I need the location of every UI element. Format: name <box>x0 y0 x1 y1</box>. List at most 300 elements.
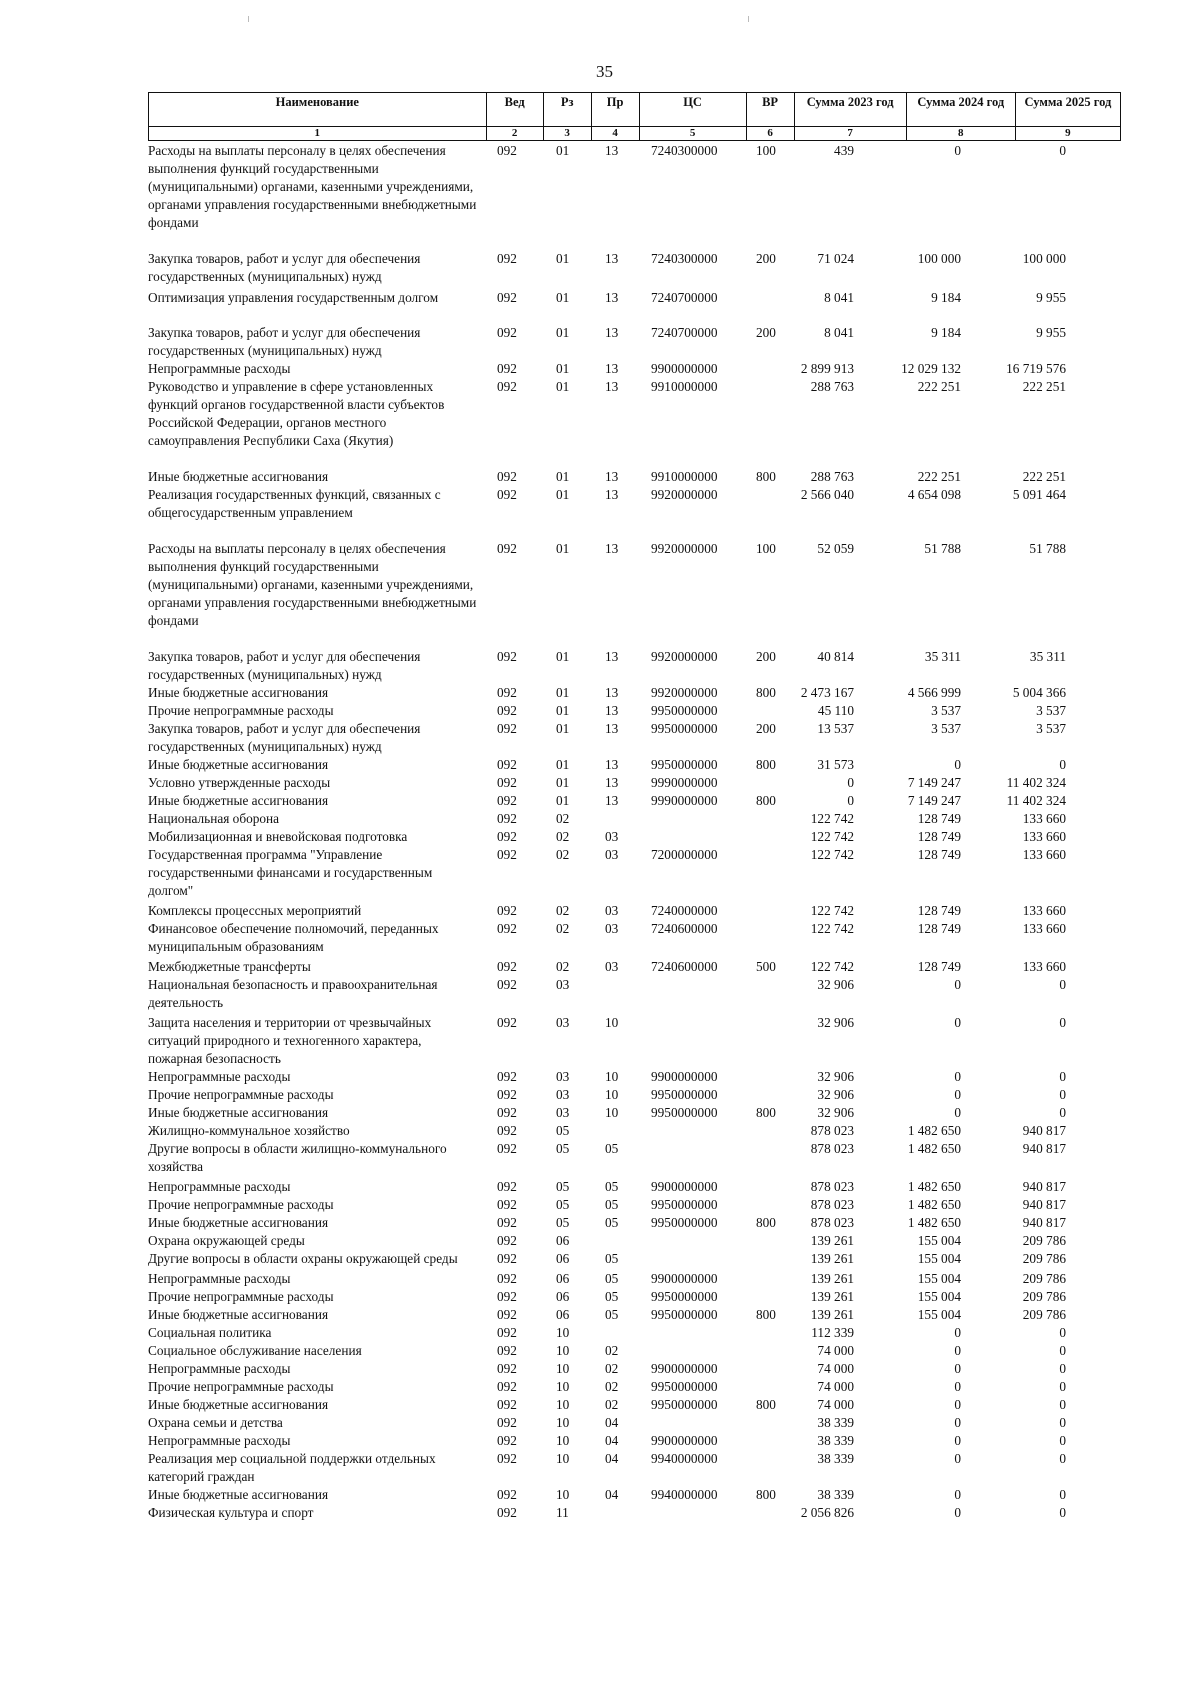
row-sum-2023: 878 023 <box>810 1197 854 1212</box>
row-sum-2025: 940 817 <box>1022 1179 1066 1194</box>
row-sum-2025: 0 <box>1059 1505 1066 1520</box>
row-cs: 7240700000 <box>651 290 718 305</box>
row-sum-2023: 32 906 <box>817 1087 854 1102</box>
row-sum-2023: 112 339 <box>811 1325 854 1340</box>
header-pr: Пр <box>591 93 639 127</box>
row-ved: 092 <box>497 811 517 826</box>
row-sum-2023: 139 261 <box>810 1289 854 1304</box>
table-row <box>148 1104 1121 1122</box>
row-sum-2024: 3 537 <box>931 703 961 718</box>
table-row <box>148 1140 1121 1176</box>
header-cs: ЦС <box>639 93 746 127</box>
row-name: Охрана семьи и детства <box>148 1415 283 1430</box>
row-rz: 03 <box>556 1069 570 1084</box>
row-sum-2024: 155 004 <box>917 1233 961 1248</box>
row-name: Другие вопросы в области жилищно-коммунального хозяйства <box>148 1141 447 1174</box>
table-row <box>148 1014 1121 1068</box>
row-sum-2023: 32 906 <box>817 1069 854 1084</box>
row-ved: 092 <box>497 903 517 918</box>
row-name: Иные бюджетные ассигнования <box>148 469 329 484</box>
row-ved: 092 <box>497 1233 517 1248</box>
row-sum-2023: 32 906 <box>817 1105 854 1120</box>
row-rz: 05 <box>556 1215 570 1230</box>
row-sum-2023: 139 261 <box>810 1233 854 1248</box>
row-ved: 092 <box>497 541 517 556</box>
row-name: Непрограммные расходы <box>148 1069 291 1084</box>
row-cs: 7240600000 <box>651 921 718 936</box>
row-sum-2025: 0 <box>1059 1379 1066 1394</box>
row-sum-2024: 7 149 247 <box>907 775 961 790</box>
row-rz: 01 <box>556 703 570 718</box>
row-sum-2025: 0 <box>1059 1343 1066 1358</box>
row-name: Непрограммные расходы <box>148 361 291 376</box>
row-cs: 9940000000 <box>651 1451 718 1466</box>
row-rz: 01 <box>556 251 570 266</box>
row-ved: 092 <box>497 1325 517 1340</box>
row-rz: 11 <box>556 1505 569 1520</box>
row-cs: 9920000000 <box>651 649 718 664</box>
row-pr: 13 <box>605 487 619 502</box>
table-row <box>148 1486 1121 1504</box>
table-header <box>148 92 1121 141</box>
row-ved: 092 <box>497 1087 517 1102</box>
row-rz: 10 <box>556 1343 570 1358</box>
table-row <box>148 976 1121 1012</box>
row-sum-2023: 288 763 <box>810 379 854 394</box>
row-ved: 092 <box>497 1197 517 1212</box>
row-sum-2023: 2 899 913 <box>800 361 854 376</box>
row-sum-2025: 0 <box>1059 143 1066 158</box>
row-sum-2025: 209 786 <box>1022 1307 1066 1322</box>
row-pr: 02 <box>605 1361 619 1376</box>
row-sum-2025: 0 <box>1059 1325 1066 1340</box>
row-ved: 092 <box>497 649 517 664</box>
row-name: Реализация государственных функций, связанных с общегосударственным управлением <box>148 487 441 520</box>
row-ved: 092 <box>497 1141 517 1156</box>
table-row <box>148 1432 1121 1450</box>
row-sum-2023: 38 339 <box>817 1451 854 1466</box>
table-row <box>148 289 1121 307</box>
table-row <box>148 810 1121 828</box>
row-sum-2024: 0 <box>954 757 961 772</box>
row-sum-2024: 0 <box>954 977 961 992</box>
row-pr: 13 <box>605 251 619 266</box>
row-pr: 10 <box>605 1105 619 1120</box>
table-row <box>148 1450 1121 1486</box>
row-sum-2023: 74 000 <box>817 1397 854 1412</box>
table-row <box>148 1232 1121 1250</box>
row-pr: 05 <box>605 1307 619 1322</box>
row-sum-2023: 32 906 <box>817 1015 854 1030</box>
row-sum-2023: 74 000 <box>817 1379 854 1394</box>
row-name: Комплексы процессных мероприятий <box>148 903 362 918</box>
row-rz: 06 <box>556 1289 570 1304</box>
row-pr: 10 <box>605 1069 619 1084</box>
row-rz: 06 <box>556 1271 570 1286</box>
row-name: Закупка товаров, работ и услуг для обеспечения государственных (муниципальных) нужд <box>148 325 421 358</box>
row-rz: 05 <box>556 1141 570 1156</box>
row-vr: 800 <box>756 1487 776 1502</box>
row-sum-2023: 0 <box>847 793 854 808</box>
row-sum-2025: 100 000 <box>1022 251 1066 266</box>
row-sum-2025: 0 <box>1059 1415 1066 1430</box>
row-name: Иные бюджетные ассигнования <box>148 757 329 772</box>
scan-mark <box>248 16 249 22</box>
row-rz: 06 <box>556 1307 570 1322</box>
row-cs: 7240300000 <box>651 251 718 266</box>
row-cs: 9920000000 <box>651 541 718 556</box>
row-cs: 9900000000 <box>651 361 718 376</box>
row-rz: 01 <box>556 721 570 736</box>
row-cs: 9950000000 <box>651 1197 718 1212</box>
row-sum-2025: 0 <box>1059 1487 1066 1502</box>
table-row <box>148 792 1121 810</box>
row-sum-2025: 5 091 464 <box>1012 487 1066 502</box>
row-cs: 7240700000 <box>651 325 718 340</box>
row-sum-2025: 3 537 <box>1036 703 1066 718</box>
row-name: Непрограммные расходы <box>148 1361 291 1376</box>
row-name: Защита населения и территории от чрезвычайных ситуаций природного и техногенного характера, пожарная безопасность <box>148 1015 432 1066</box>
row-rz: 10 <box>556 1487 570 1502</box>
table-row <box>148 648 1121 684</box>
row-cs: 9900000000 <box>651 1433 718 1448</box>
row-sum-2024: 155 004 <box>917 1289 961 1304</box>
row-sum-2024: 12 029 132 <box>901 361 961 376</box>
row-ved: 092 <box>497 379 517 394</box>
row-name: Руководство и управление в сфере установленных функций органов государственной власти субъектов Российской Федерации, органов местного самоуправления Республики Саха (Якутия) <box>148 379 445 448</box>
header-ved: Вед <box>486 93 543 127</box>
row-pr: 05 <box>605 1179 619 1194</box>
row-vr: 800 <box>756 1105 776 1120</box>
row-sum-2023: 52 059 <box>817 541 854 556</box>
row-sum-2025: 0 <box>1059 1451 1066 1466</box>
row-ved: 092 <box>497 757 517 772</box>
row-vr: 200 <box>756 721 776 736</box>
row-pr: 13 <box>605 649 619 664</box>
row-name: Иные бюджетные ассигнования <box>148 793 329 808</box>
row-sum-2025: 0 <box>1059 1015 1066 1030</box>
row-name: Иные бюджетные ассигнования <box>148 1487 329 1502</box>
row-sum-2023: 878 023 <box>810 1123 854 1138</box>
row-pr: 13 <box>605 703 619 718</box>
row-pr: 05 <box>605 1289 619 1304</box>
row-sum-2023: 0 <box>847 775 854 790</box>
row-name: Закупка товаров, работ и услуг для обеспечения государственных (муниципальных) нужд <box>148 251 421 284</box>
row-rz: 10 <box>556 1397 570 1412</box>
row-sum-2025: 0 <box>1059 1433 1066 1448</box>
table-row <box>148 702 1121 720</box>
row-sum-2024: 128 749 <box>917 921 961 936</box>
row-vr: 800 <box>756 1397 776 1412</box>
row-sum-2025: 209 786 <box>1022 1251 1066 1266</box>
table-row <box>148 540 1121 630</box>
row-cs: 9900000000 <box>651 1361 718 1376</box>
table-row <box>148 684 1121 702</box>
row-rz: 10 <box>556 1451 570 1466</box>
table-row <box>148 1504 1121 1522</box>
row-sum-2023: 13 537 <box>817 721 854 736</box>
row-rz: 05 <box>556 1197 570 1212</box>
row-sum-2025: 16 719 576 <box>1006 361 1066 376</box>
row-pr: 13 <box>605 721 619 736</box>
row-cs: 9900000000 <box>651 1069 718 1084</box>
row-name: Непрограммные расходы <box>148 1271 291 1286</box>
row-name: Охрана окружающей среды <box>148 1233 305 1248</box>
table-row <box>148 486 1121 522</box>
row-sum-2024: 155 004 <box>917 1251 961 1266</box>
row-ved: 092 <box>497 1505 517 1520</box>
row-sum-2023: 122 742 <box>810 921 854 936</box>
row-ved: 092 <box>497 1215 517 1230</box>
row-sum-2025: 11 402 324 <box>1006 775 1066 790</box>
row-rz: 01 <box>556 290 570 305</box>
row-sum-2023: 8 041 <box>824 325 854 340</box>
row-sum-2025: 940 817 <box>1022 1197 1066 1212</box>
row-cs: 7200000000 <box>651 847 718 862</box>
table-row <box>148 1396 1121 1414</box>
row-ved: 092 <box>497 775 517 790</box>
row-rz: 01 <box>556 649 570 664</box>
row-ved: 092 <box>497 1379 517 1394</box>
row-cs: 9900000000 <box>651 1271 718 1286</box>
row-sum-2024: 0 <box>954 1451 961 1466</box>
row-rz: 02 <box>556 903 570 918</box>
row-cs: 7240600000 <box>651 959 718 974</box>
row-sum-2024: 1 482 650 <box>907 1123 961 1138</box>
row-sum-2025: 209 786 <box>1022 1289 1066 1304</box>
row-sum-2024: 4 566 999 <box>907 685 961 700</box>
row-sum-2025: 35 311 <box>1029 649 1066 664</box>
row-ved: 092 <box>497 829 517 844</box>
row-rz: 02 <box>556 959 570 974</box>
row-ved: 092 <box>497 1415 517 1430</box>
row-ved: 092 <box>497 487 517 502</box>
row-ved: 092 <box>497 1069 517 1084</box>
row-sum-2024: 1 482 650 <box>907 1141 961 1156</box>
row-pr: 02 <box>605 1397 619 1412</box>
row-ved: 092 <box>497 1307 517 1322</box>
row-vr: 200 <box>756 325 776 340</box>
row-sum-2024: 222 251 <box>917 469 961 484</box>
row-name: Расходы на выплаты персоналу в целях обеспечения выполнения функций государственными (муниципальными) органами, казенными учреждениями, органами управления государственными внебюджетными фондами <box>148 143 477 230</box>
row-pr: 04 <box>605 1487 619 1502</box>
row-sum-2024: 0 <box>954 1105 961 1120</box>
table-row <box>148 1414 1121 1432</box>
row-rz: 05 <box>556 1179 570 1194</box>
row-pr: 13 <box>605 685 619 700</box>
row-sum-2024: 128 749 <box>917 959 961 974</box>
row-sum-2025: 222 251 <box>1022 469 1066 484</box>
row-cs: 9950000000 <box>651 1289 718 1304</box>
row-cs: 9900000000 <box>651 1179 718 1194</box>
row-sum-2023: 439 <box>834 143 854 158</box>
row-name: Государственная программа "Управление государственными финансами и государственным долгом" <box>148 847 433 898</box>
row-cs: 7240000000 <box>651 903 718 918</box>
header-sum-2024: Сумма 2024 год <box>906 93 1015 127</box>
row-cs: 9950000000 <box>651 1105 718 1120</box>
row-name: Прочие непрограммные расходы <box>148 1289 334 1304</box>
header-sum-2025: Сумма 2025 год <box>1015 93 1120 127</box>
row-pr: 13 <box>605 775 619 790</box>
row-sum-2025: 11 402 324 <box>1006 793 1066 808</box>
row-name: Финансовое обеспечение полномочий, переданных муниципальным образованиям <box>148 921 439 954</box>
row-sum-2025: 0 <box>1059 1361 1066 1376</box>
row-rz: 06 <box>556 1251 570 1266</box>
row-ved: 092 <box>497 1179 517 1194</box>
row-pr: 05 <box>605 1251 619 1266</box>
row-ved: 092 <box>497 977 517 992</box>
row-name: Прочие непрограммные расходы <box>148 703 334 718</box>
table-row <box>148 1250 1121 1268</box>
row-cs: 9950000000 <box>651 703 718 718</box>
table-row <box>148 1270 1121 1288</box>
row-sum-2025: 133 660 <box>1022 903 1066 918</box>
row-sum-2023: 878 023 <box>810 1215 854 1230</box>
row-name: Реализация мер социальной поддержки отдельных категорий граждан <box>148 1451 436 1484</box>
row-name: Межбюджетные трансферты <box>148 959 311 974</box>
row-ved: 092 <box>497 847 517 862</box>
row-sum-2024: 128 749 <box>917 829 961 844</box>
row-pr: 13 <box>605 541 619 556</box>
table-row <box>148 378 1121 450</box>
row-pr: 05 <box>605 1215 619 1230</box>
row-sum-2025: 133 660 <box>1022 829 1066 844</box>
row-ved: 092 <box>497 1487 517 1502</box>
row-sum-2023: 122 742 <box>810 959 854 974</box>
row-name: Жилищно-коммунальное хозяйство <box>148 1123 350 1138</box>
row-sum-2025: 0 <box>1059 757 1066 772</box>
row-cs: 9920000000 <box>651 487 718 502</box>
row-ved: 092 <box>497 290 517 305</box>
row-rz: 05 <box>556 1123 570 1138</box>
row-name: Мобилизационная и вневойсковая подготовка <box>148 829 408 844</box>
row-sum-2023: 878 023 <box>810 1179 854 1194</box>
row-sum-2023: 38 339 <box>817 1487 854 1502</box>
row-rz: 02 <box>556 921 570 936</box>
row-ved: 092 <box>497 1123 517 1138</box>
row-pr: 03 <box>605 829 619 844</box>
table-row <box>148 1378 1121 1396</box>
row-rz: 03 <box>556 1015 570 1030</box>
row-cs: 9940000000 <box>651 1487 718 1502</box>
row-name: Закупка товаров, работ и услуг для обеспечения государственных (муниципальных) нужд <box>148 649 421 682</box>
row-sum-2025: 0 <box>1059 977 1066 992</box>
row-sum-2023: 8 041 <box>824 290 854 305</box>
row-sum-2023: 45 110 <box>817 703 854 718</box>
row-sum-2025: 9 955 <box>1036 290 1066 305</box>
row-sum-2024: 128 749 <box>917 847 961 862</box>
row-sum-2025: 5 004 366 <box>1012 685 1066 700</box>
table-row <box>148 1178 1121 1196</box>
row-pr: 02 <box>605 1343 619 1358</box>
table-row <box>148 468 1121 486</box>
row-ved: 092 <box>497 1343 517 1358</box>
row-name: Непрограммные расходы <box>148 1433 291 1448</box>
table-row <box>148 774 1121 792</box>
row-pr: 02 <box>605 1379 619 1394</box>
table-row <box>148 1214 1121 1232</box>
row-sum-2023: 31 573 <box>817 757 854 772</box>
row-rz: 02 <box>556 829 570 844</box>
table-row <box>148 720 1121 756</box>
row-sum-2025: 940 817 <box>1022 1141 1066 1156</box>
row-ved: 092 <box>497 921 517 936</box>
header-vr: ВР <box>746 93 794 127</box>
row-sum-2023: 139 261 <box>810 1271 854 1286</box>
row-ved: 092 <box>497 1361 517 1376</box>
row-cs: 9910000000 <box>651 379 718 394</box>
row-vr: 800 <box>756 1307 776 1322</box>
row-pr: 05 <box>605 1197 619 1212</box>
row-pr: 03 <box>605 903 619 918</box>
table-row <box>148 1306 1121 1324</box>
row-sum-2025: 222 251 <box>1022 379 1066 394</box>
row-rz: 01 <box>556 143 570 158</box>
row-rz: 10 <box>556 1433 570 1448</box>
table-row <box>148 1122 1121 1140</box>
row-cs: 9950000000 <box>651 757 718 772</box>
table-row <box>148 1342 1121 1360</box>
table-body <box>148 142 1121 1522</box>
row-vr: 200 <box>756 251 776 266</box>
row-sum-2023: 2 473 167 <box>800 685 854 700</box>
row-cs: 7240300000 <box>651 143 718 158</box>
row-sum-2025: 209 786 <box>1022 1233 1066 1248</box>
row-sum-2023: 2 566 040 <box>800 487 854 502</box>
row-rz: 01 <box>556 325 570 340</box>
row-sum-2024: 0 <box>954 1505 961 1520</box>
column-number: 8 <box>906 127 1015 141</box>
column-number: 2 <box>486 127 543 141</box>
row-sum-2024: 0 <box>954 1087 961 1102</box>
row-ved: 092 <box>497 251 517 266</box>
row-name: Национальная безопасность и правоохранительная деятельность <box>148 977 438 1010</box>
row-rz: 03 <box>556 1087 570 1102</box>
row-pr: 04 <box>605 1451 619 1466</box>
row-pr: 03 <box>605 959 619 974</box>
row-pr: 10 <box>605 1015 619 1030</box>
table-row <box>148 846 1121 900</box>
row-name: Условно утвержденные расходы <box>148 775 331 790</box>
row-sum-2025: 133 660 <box>1022 847 1066 862</box>
row-ved: 092 <box>497 1451 517 1466</box>
row-ved: 092 <box>497 685 517 700</box>
row-sum-2024: 128 749 <box>917 903 961 918</box>
row-sum-2023: 122 742 <box>810 903 854 918</box>
row-sum-2024: 9 184 <box>931 325 961 340</box>
column-number: 1 <box>149 127 487 141</box>
row-sum-2025: 133 660 <box>1022 811 1066 826</box>
row-vr: 800 <box>756 793 776 808</box>
row-name: Иные бюджетные ассигнования <box>148 1105 329 1120</box>
row-sum-2024: 35 311 <box>924 649 961 664</box>
column-number: 5 <box>639 127 746 141</box>
table-row <box>148 958 1121 976</box>
row-cs: 9950000000 <box>651 1307 718 1322</box>
row-sum-2024: 0 <box>954 1361 961 1376</box>
row-rz: 02 <box>556 847 570 862</box>
row-cs: 9950000000 <box>651 721 718 736</box>
row-vr: 800 <box>756 1215 776 1230</box>
row-ved: 092 <box>497 1397 517 1412</box>
table-row <box>148 1068 1121 1086</box>
table-row <box>148 250 1121 286</box>
row-sum-2024: 155 004 <box>917 1307 961 1322</box>
row-cs: 9950000000 <box>651 1397 718 1412</box>
row-rz: 01 <box>556 487 570 502</box>
row-sum-2024: 222 251 <box>917 379 961 394</box>
row-vr: 200 <box>756 649 776 664</box>
